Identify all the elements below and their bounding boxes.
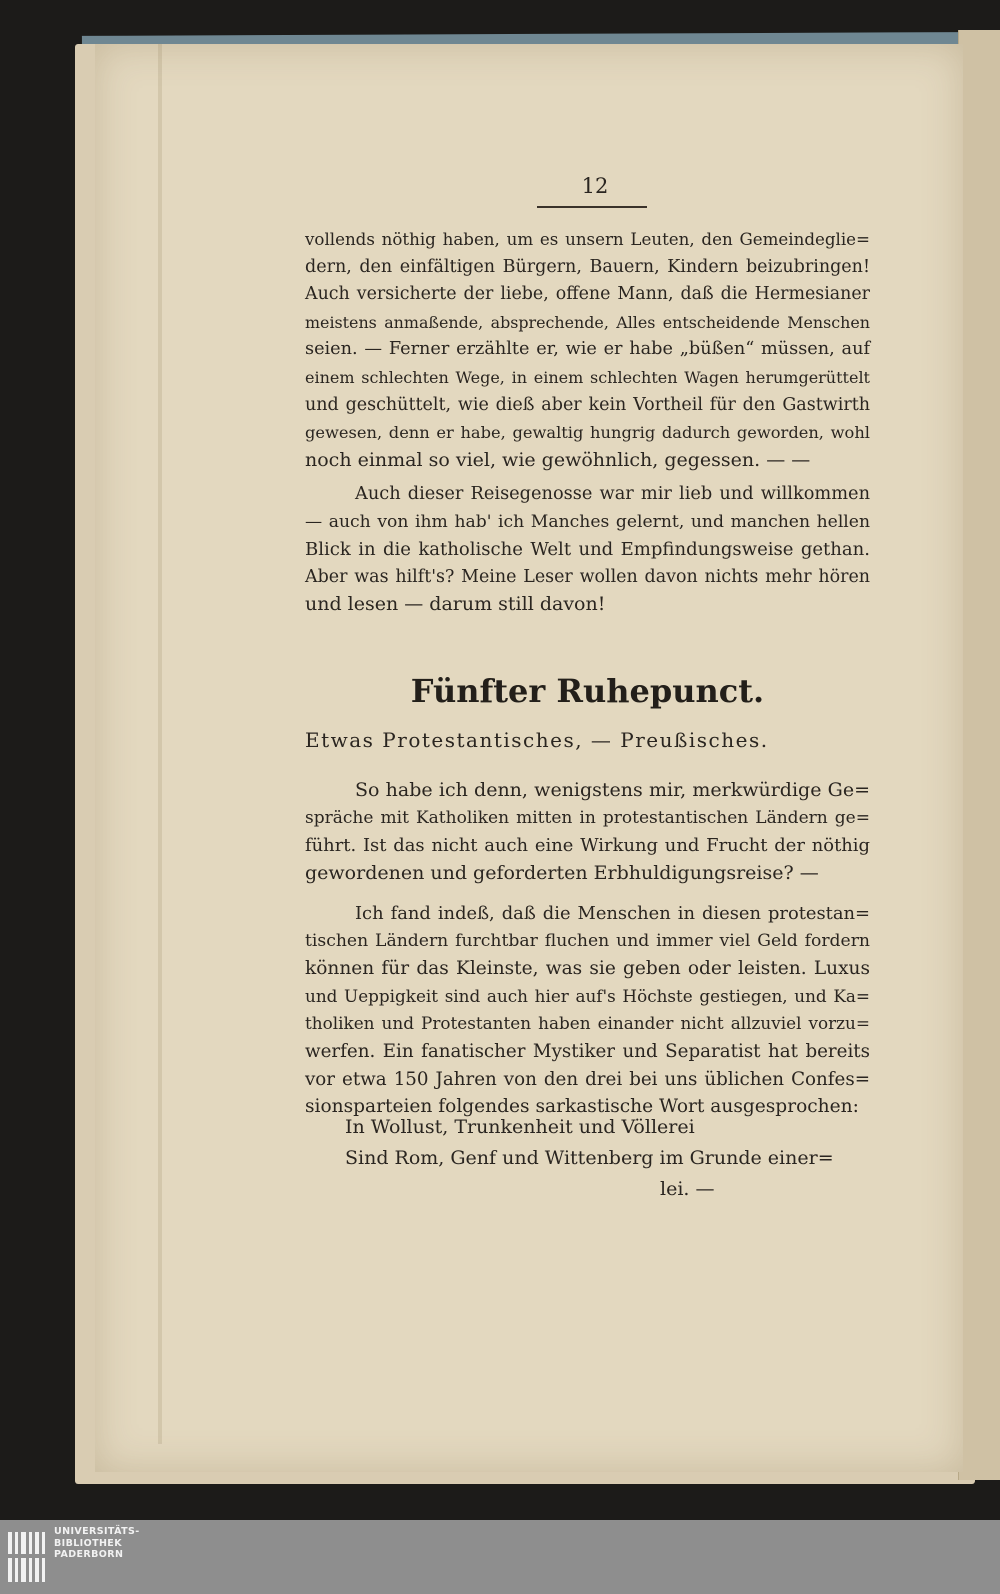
text-line: Auch versicherte der liebe, offene Mann, daß die Hermesianer — [305, 284, 870, 305]
library-name — [54, 1526, 140, 1561]
text-line: — auch von ihm hab' ich Manches gelernt, und manchen hellen — [305, 511, 870, 532]
library-name-line: BIBLIOTHEK — [54, 1537, 122, 1549]
page-number-rule — [537, 206, 647, 208]
library-name-line: PADERBORN — [54, 1549, 124, 1560]
text-line: werfen. Ein fanatischer Mystiker und Separatist hat bereits — [305, 1040, 870, 1062]
library-name-line: UNIVERSITÄTS- — [54, 1526, 140, 1537]
text-line: sionsparteien folgendes sarkastische Wort ausgesprochen: — [305, 1096, 859, 1118]
verse-block — [345, 1112, 875, 1205]
paragraph-2 — [305, 481, 870, 619]
text-line: spräche mit Katholiken mitten in protestantischen Ländern ge= — [305, 807, 870, 828]
text-line: Blick in die katholische Welt und Empfindungsweise gethan. — [305, 539, 870, 561]
text-line: tischen Ländern furchtbar fluchen und immer viel Geld fordern — [305, 930, 870, 951]
next-page-edge — [958, 30, 1000, 1480]
chapter-subtitle: Etwas Protestantisches, — Preußisches. — [305, 728, 769, 752]
text-line: vollends nöthig haben, um es unsern Leuten, den Gemeindeglie= — [305, 230, 870, 249]
text-line: So habe ich denn, wenigstens mir, merkwürdige Ge= — [355, 779, 870, 801]
paragraph-3 — [305, 777, 870, 887]
text-line: dern, den einfältigen Bürgern, Bauern, Kindern beizubringen! — [305, 256, 870, 277]
text-line: tholiken und Protestanten haben einander nicht allzuviel vorzu= — [305, 1013, 870, 1034]
text-line: und geschüttelt, wie dieß aber kein Vortheil für den Gastwirth — [305, 394, 870, 415]
verse-line: lei. — — [660, 1178, 715, 1200]
text-line: einem schlechten Wege, in einem schlechten Wagen herumgerüttelt — [305, 367, 870, 387]
library-logo-icon — [6, 1528, 50, 1586]
text-line: vor etwa 150 Jahren von den drei bei uns üblichen Confes= — [305, 1068, 870, 1090]
library-footer-bar — [0, 1520, 1000, 1594]
text-line: gewesen, denn er habe, gewaltig hungrig dadurch geworden, wohl — [305, 423, 870, 443]
text-line: können für das Kleinste, was sie geben oder leisten. Luxus — [305, 958, 870, 980]
text-line: seien. — Ferner erzählte er, wie er habe „büßen“ müssen, auf — [305, 339, 870, 360]
page-fold-shadow — [158, 44, 162, 1444]
text-line: Ich fand indeß, daß die Menschen in diesen protestan= — [355, 903, 870, 924]
text-line: führt. Ist das nicht auch eine Wirkung und Frucht der nöthig — [305, 835, 870, 857]
chapter-title: Fünfter Ruhepunct. — [410, 672, 765, 710]
paragraph-4 — [305, 900, 870, 1121]
text-line: und Ueppigkeit sind auch hier auf's Höchste gestiegen, und Ka= — [305, 985, 870, 1006]
text-line: gewordenen und geforderten Erbhuldigungsreise? — — [305, 861, 819, 884]
page-number: 12 — [581, 174, 609, 198]
text-line: Aber was hilft's? Meine Leser wollen davon nichts mehr hören — [305, 566, 870, 587]
text-line: Auch dieser Reisegenosse war mir lieb und willkommen — [355, 484, 870, 504]
text-line: meistens anmaßende, absprechende, Alles entscheidende Menschen — [305, 312, 870, 332]
text-line: noch einmal so viel, wie gewöhnlich, gegessen. — — — [305, 448, 811, 471]
text-line: und lesen — darum still davon! — [305, 593, 606, 616]
verse-line: In Wollust, Trunkenheit und Völlerei — [345, 1116, 695, 1138]
paragraph-1 — [305, 226, 870, 474]
verse-line: Sind Rom, Genf und Wittenberg im Grunde einer= — [345, 1147, 834, 1169]
